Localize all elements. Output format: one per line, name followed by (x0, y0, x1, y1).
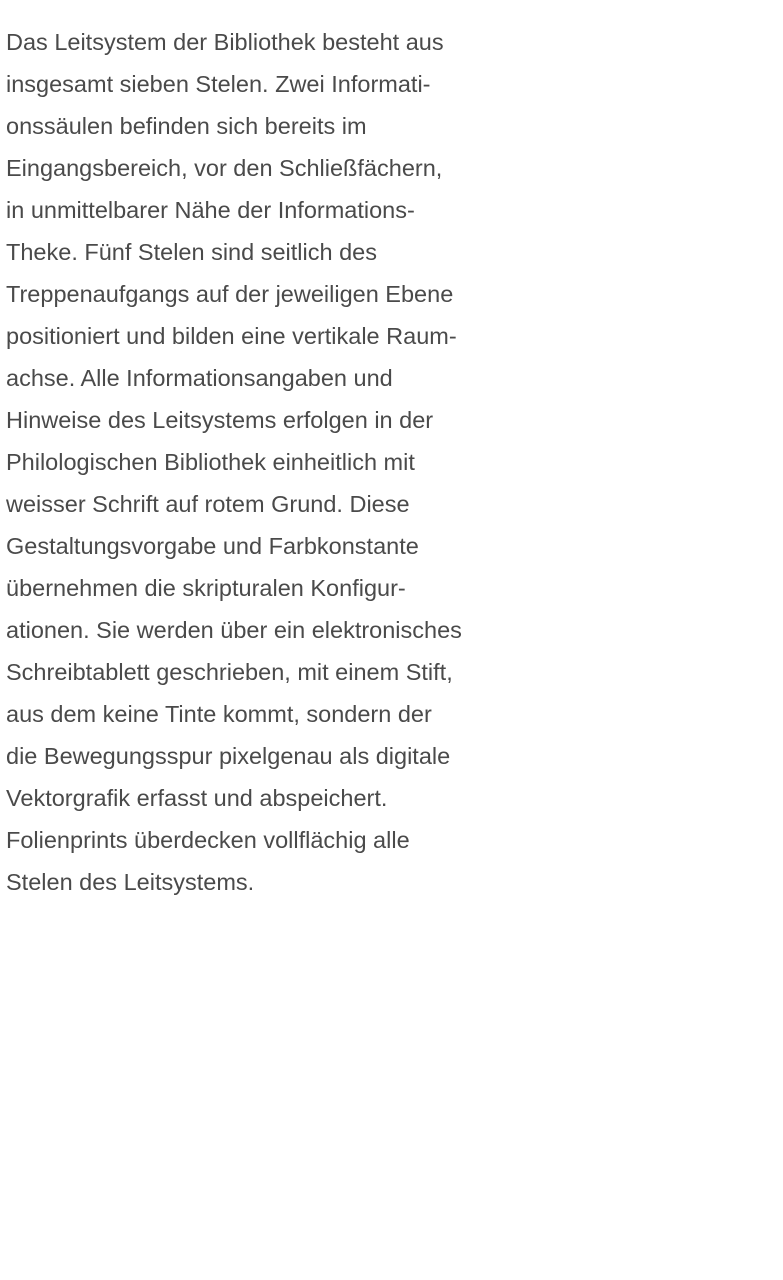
paragraph-line: Theke. Fünf Stelen sind seitlich des (6, 239, 377, 265)
paragraph-line: weisser Schrift auf rotem Grund. Diese (6, 491, 410, 517)
paragraph-line: insgesamt sieben Stelen. Zwei Informati- (6, 71, 431, 97)
paragraph-line: übernehmen die skripturalen Konfigur- (6, 575, 406, 601)
paragraph-line: onssäulen befinden sich bereits im (6, 113, 367, 139)
paragraph-line: Philologischen Bibliothek einheitlich mit (6, 449, 415, 475)
paragraph-line: Folienprints überdecken vollflächig alle (6, 827, 410, 853)
paragraph-line: Stelen des Leitsystems. (6, 869, 255, 895)
paragraph-line: Hinweise des Leitsystems erfolgen in der (6, 407, 434, 433)
paragraph-line: achse. Alle Informationsangaben und (6, 365, 393, 391)
paragraph-line: die Bewegungsspur pixelgenau als digitale (6, 743, 451, 769)
paragraph-line: aus dem keine Tinte kommt, sondern der (6, 701, 432, 727)
paragraph-line: Vektorgrafik erfasst und abspeichert. (6, 785, 388, 811)
paragraph-line: Eingangsbereich, vor den Schließfächern, (6, 155, 443, 181)
paragraph-line: Treppenaufgangs auf der jeweiligen Ebene (6, 281, 454, 307)
paragraph-line: positioniert und bilden eine vertikale Raum- (6, 323, 457, 349)
paragraph-line: Das Leitsystem der Bibliothek besteht aus (6, 29, 444, 55)
article-paragraph (6, 21, 526, 903)
paragraph-line: Gestaltungsvorgabe und Farbkonstante (6, 533, 419, 559)
paragraph-line: ationen. Sie werden über ein elektronisches (6, 617, 462, 643)
paragraph-line: Schreibtablett geschrieben, mit einem Stift, (6, 659, 453, 685)
paragraph-line: in unmittelbarer Nähe der Informations- (6, 197, 415, 223)
clipped-previous-line (28, 0, 188, 5)
